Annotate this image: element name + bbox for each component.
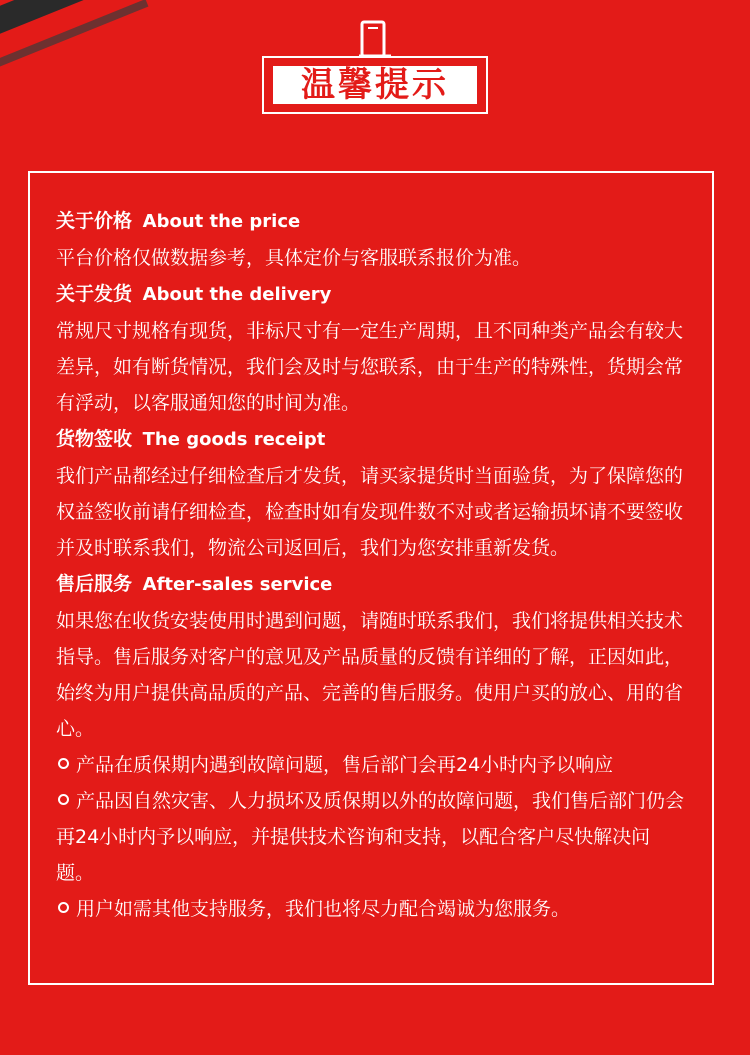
section-after-sales	[56, 566, 688, 747]
bullet-list	[56, 747, 688, 927]
section-delivery	[56, 276, 688, 421]
decorative-stripe	[0, 0, 348, 54]
section-title-cn: 关于发货	[56, 283, 133, 305]
section-heading	[56, 276, 688, 313]
section-title-cn: 关于价格	[56, 210, 133, 232]
bullet-circle-icon	[58, 902, 69, 913]
mobile-phone-icon	[357, 20, 393, 58]
section-body: 平台价格仅做数据参考，具体定价与客服联系报价为准。	[56, 247, 532, 269]
section-title-en: After-sales service	[142, 574, 333, 595]
section-title-cn: 售后服务	[56, 573, 133, 595]
section-title-cn: 货物签收	[56, 428, 133, 450]
section-body: 常规尺寸规格有现货，非标尺寸有一定生产周期，且不同种类产品会有较大差异，如有断货情况，我们会及时与您联系，由于生产的特殊性，货期会常有浮动，以客服通知您的时间为准。	[56, 320, 684, 414]
section-price	[56, 203, 688, 276]
section-heading	[56, 421, 688, 458]
list-item-text: 产品因自然灾害、人力损坏及质保期以外的故障问题，我们售后部门仍会再24小时内予以响应，并提供技术咨询和支持，以配合客户尽快解决问题。	[56, 790, 685, 884]
list-item-text: 用户如需其他支持服务，我们也将尽力配合竭诚为您服务。	[76, 898, 571, 920]
list-item	[56, 747, 688, 783]
title-banner	[273, 66, 477, 104]
list-item	[56, 783, 688, 891]
section-heading	[56, 566, 688, 603]
notice-panel	[28, 171, 714, 985]
list-item	[56, 891, 688, 927]
page-title: 温馨提示	[301, 65, 449, 105]
section-receipt	[56, 421, 688, 566]
section-title-en: The goods receipt	[142, 429, 326, 450]
bullet-circle-icon	[58, 794, 69, 805]
list-item-text: 产品在质保期内遇到故障问题，售后部门会再24小时内予以响应	[76, 754, 614, 776]
section-heading	[56, 203, 688, 240]
section-title-en: About the price	[142, 211, 301, 232]
bullet-circle-icon	[58, 758, 69, 769]
section-title-en: About the delivery	[142, 284, 332, 305]
title-frame	[262, 56, 488, 114]
section-body: 我们产品都经过仔细检查后才发货，请买家提货时当面验货，为了保障您的权益签收前请仔细检查，检查时如有发现件数不对或者运输损坏请不要签收并及时联系我们，物流公司返回后，我们为您安排重新发货。	[56, 465, 684, 559]
section-body: 如果您在收货安装使用时遇到问题，请随时联系我们，我们将提供相关技术指导。售后服务对客户的意见及产品质量的反馈有详细的了解，正因如此， 始终为用户提供高品质的产品、完善的售后服务。使用户买的放心、用的省心。	[56, 610, 684, 740]
